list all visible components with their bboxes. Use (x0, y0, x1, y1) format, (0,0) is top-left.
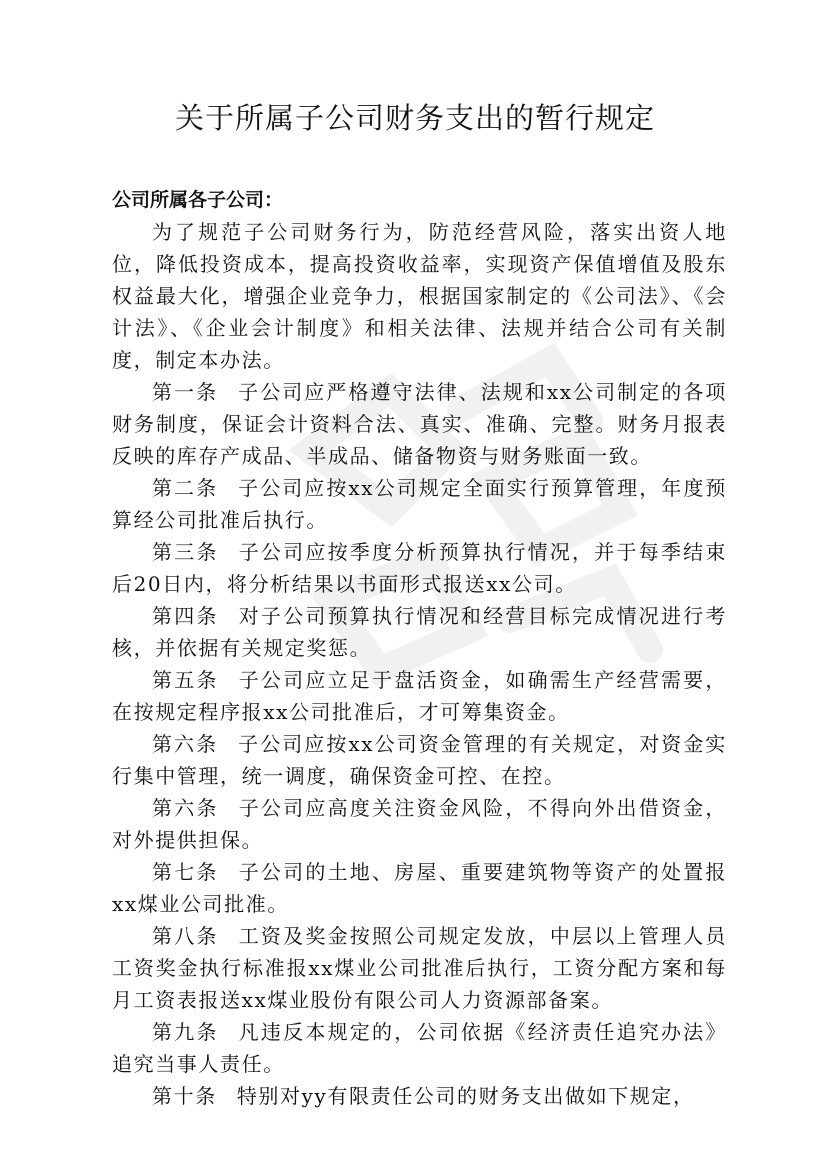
article-paragraph (112, 792, 727, 856)
article-text: 凡违反本规定的，公司依据《经济责任追究办法》追究当事人责任。 (112, 1020, 727, 1076)
article-text: 子公司应按季度分析预算执行情况，并于每季结束后20日内，将分析结果以书面形式报送xx公司。 (112, 540, 727, 596)
article-paragraph (112, 1080, 727, 1112)
document-title: 关于所属子公司财务支出的暂行规定 (174, 101, 655, 135)
article-text: 子公司的土地、房屋、重要建筑物等资产的处置报xx煤业公司批准。 (112, 860, 727, 916)
article-paragraph (112, 664, 727, 728)
article-text: 子公司应按xx公司规定全面实行预算管理，年度预算经公司批准后执行。 (112, 476, 727, 532)
article-number: 第八条 (152, 924, 219, 948)
article-number: 第六条 (152, 732, 219, 756)
article-number: 第一条 (152, 380, 219, 404)
article-number: 第二条 (152, 476, 219, 500)
article-number: 第十条 (152, 1084, 217, 1108)
article-text: 子公司应按xx公司资金管理的有关规定，对资金实行集中管理，统一调度，确保资金可控、在控。 (112, 732, 727, 788)
article-text: 特别对yy有限责任公司的财务支出做如下规定， (236, 1084, 695, 1108)
article-number: 第三条 (152, 540, 219, 564)
article-paragraph (112, 728, 727, 792)
article-text: 子公司应高度关注资金风险，不得向外出借资金，对外提供担保。 (112, 796, 727, 852)
article-text: 对子公司预算执行情况和经营目标完成情况进行考核，并依据有关规定奖惩。 (112, 604, 727, 660)
article-paragraph (112, 536, 727, 600)
article-paragraph (112, 920, 727, 1016)
article-number: 第五条 (152, 668, 219, 692)
article-paragraph (112, 600, 727, 664)
article-number: 第四条 (152, 604, 219, 628)
article-paragraph (112, 472, 727, 536)
article-number: 第六条 (152, 796, 219, 820)
article-number: 第七条 (152, 860, 219, 884)
salutation: 公司所属各子公司： (112, 189, 284, 211)
article-paragraph (112, 1016, 727, 1080)
preamble-paragraph: 为了规范子公司财务行为，防范经营风险，落实出资人地位，降低投资成本，提高投资收益率，实现资产保值增值及股东权益最大化，增强企业竞争力，根据国家制定的《公司法》、《会计法》、《企业会计制度》和相关法律、法规并结合公司有关制度，制定本办法。 (112, 220, 727, 372)
article-text: 子公司应立足于盘活资金，如确需生产经营需要，在按规定程序报xx公司批准后，才可筹集资金。 (112, 668, 727, 724)
article-text: 子公司应严格遵守法律、法规和xx公司制定的各项财务制度，保证会计资料合法、真实、准确、完整。财务月报表反映的库存产成品、半成品、储备物资与财务账面一致。 (112, 380, 727, 468)
article-paragraph (112, 376, 727, 472)
article-paragraph (112, 856, 727, 920)
article-number: 第九条 (152, 1020, 219, 1044)
document-body (112, 184, 727, 1112)
article-text: 工资及奖金按照公司规定发放，中层以上管理人员工资奖金执行标准报xx煤业公司批准后执行，工资分配方案和每月工资表报送xx煤业股份有限公司人力资源部备案。 (112, 924, 727, 1012)
